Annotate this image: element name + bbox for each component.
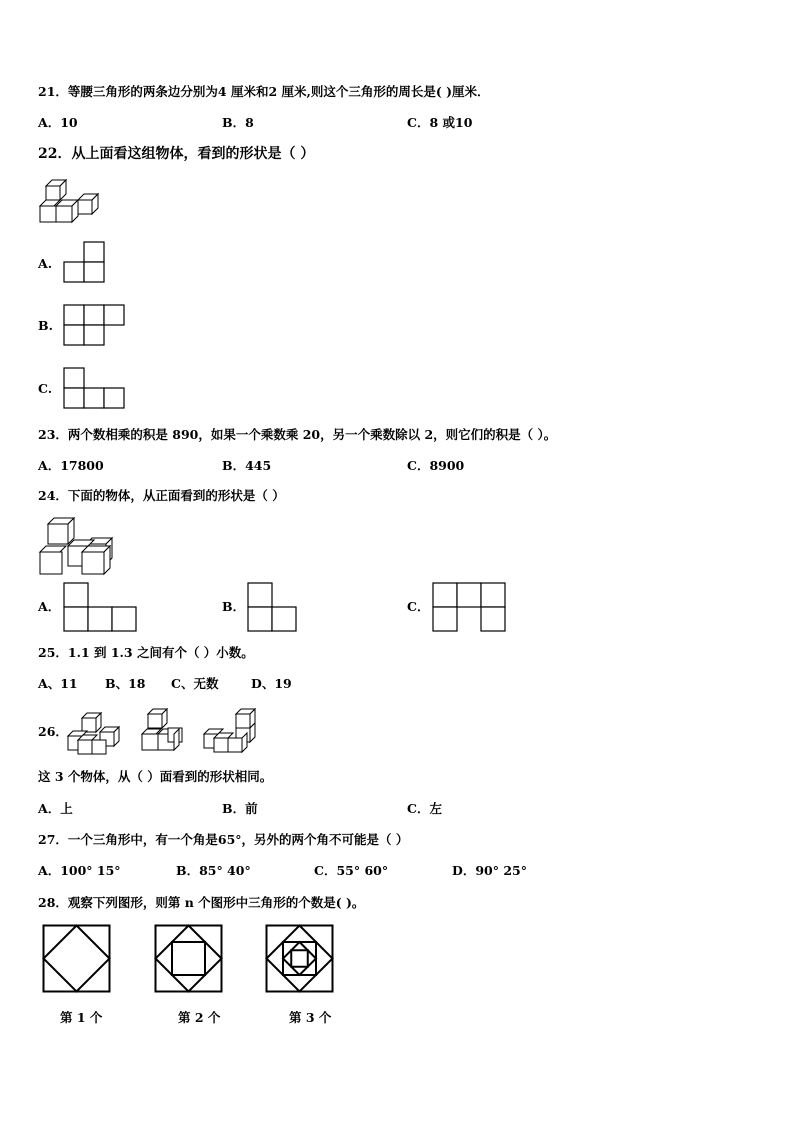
q22-option-b-figure — [63, 304, 127, 348]
q28-caption-3: 第 3 个 — [289, 1010, 332, 1025]
q27-option-b[interactable]: B．85° 40° — [176, 863, 251, 878]
q28-figure-2 — [154, 924, 224, 994]
q23-stem: 23．两个数相乘的积是 890，如果一个乘数乘 20，另一个乘数除以 2，则它们的积是（ ）。 — [38, 427, 557, 442]
q26-object-2 — [138, 704, 190, 754]
q26-object-3 — [200, 704, 262, 754]
q26-object-1 — [64, 708, 124, 756]
q25-option-c[interactable]: C、无数 — [171, 676, 219, 691]
q22-option-b-label[interactable]: B. — [38, 318, 53, 333]
q24-option-a-figure — [63, 582, 139, 632]
q26-stem: 这 3 个物体，从（ ）面看到的形状相同。 — [38, 769, 273, 784]
q24-option-a-label[interactable]: A． — [38, 599, 61, 614]
q27-stem: 27．一个三角形中，有一个角是65°，另外的两个角不可能是（ ） — [38, 832, 409, 847]
q24-cube-figure — [38, 516, 122, 576]
q26-option-b[interactable]: B．前 — [222, 801, 258, 816]
q27-option-d[interactable]: D．90° 25° — [452, 863, 527, 878]
q24-option-b-label[interactable]: B． — [222, 599, 246, 614]
q25-option-a[interactable]: A、11 — [38, 676, 78, 691]
q25-stem: 25．1.1 到 1.3 之间有个（ ）小数。 — [38, 645, 254, 660]
q22-stem: 22．从上面看这组物体，看到的形状是（ ） — [38, 146, 315, 162]
q21-option-c[interactable]: C．8 或10 — [407, 115, 473, 130]
q22-option-a-label[interactable]: A. — [38, 256, 53, 271]
q24-option-c-figure — [432, 582, 508, 632]
q21-option-b[interactable]: B．8 — [222, 115, 254, 130]
q22-cube-figure — [38, 178, 102, 226]
q28-stem: 28．观察下列图形，则第 n 个图形中三角形的个数是( )。 — [38, 895, 365, 910]
q25-option-d[interactable]: D、19 — [251, 676, 292, 691]
q22-option-c-figure — [63, 367, 127, 411]
q24-option-c-label[interactable]: C． — [407, 599, 430, 614]
q27-option-a[interactable]: A．100° 15° — [38, 863, 121, 878]
q23-option-a[interactable]: A．17800 — [38, 458, 104, 473]
q26-number: 26． — [38, 724, 68, 739]
q24-option-b-figure — [247, 582, 299, 632]
q28-figure-1 — [42, 924, 112, 994]
q24-stem: 24．下面的物体，从正面看到的形状是（ ） — [38, 488, 285, 503]
q25-option-b[interactable]: B、18 — [105, 676, 146, 691]
q21-option-a[interactable]: A．10 — [38, 115, 78, 130]
q22-option-c-label[interactable]: C. — [38, 381, 53, 396]
q28-caption-2: 第 2 个 — [178, 1010, 221, 1025]
q22-option-a-figure — [63, 241, 107, 285]
q21-stem: 21．等腰三角形的两条边分别为4 厘米和2 厘米,则这个三角形的周长是( )厘米． — [38, 84, 490, 99]
q28-figure-3 — [265, 924, 335, 994]
q23-option-c[interactable]: C．8900 — [407, 458, 465, 473]
q23-option-b[interactable]: B．445 — [222, 458, 272, 473]
q28-caption-1: 第 1 个 — [60, 1010, 103, 1025]
q26-option-c[interactable]: C．左 — [407, 801, 442, 816]
q26-option-a[interactable]: A．上 — [38, 801, 73, 816]
q27-option-c[interactable]: C．55° 60° — [314, 863, 389, 878]
